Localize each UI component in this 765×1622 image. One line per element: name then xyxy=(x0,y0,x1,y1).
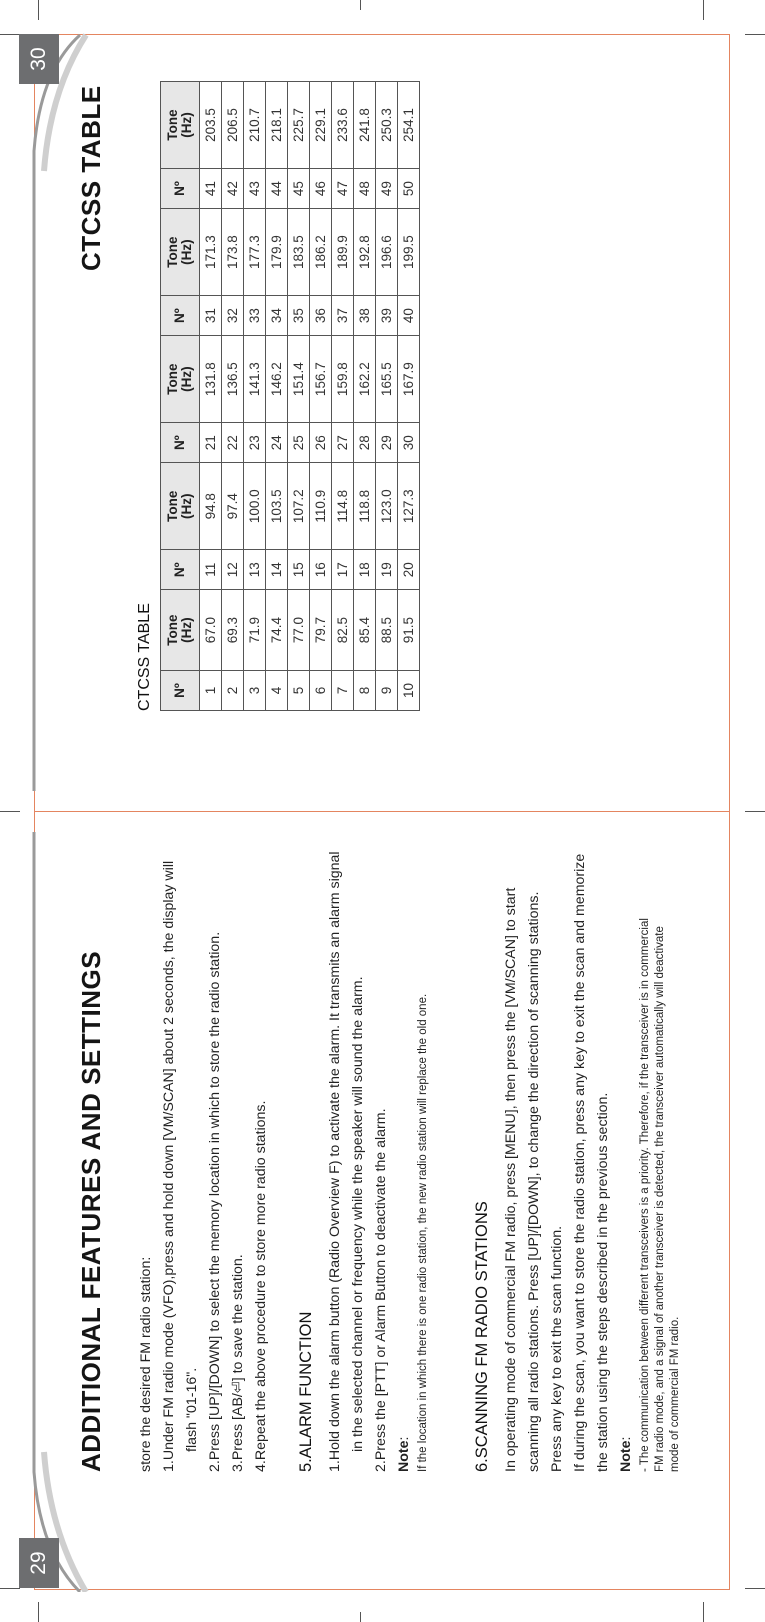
table-cell: 91.5 xyxy=(398,590,420,671)
table-header-cell: Tone (Hz) xyxy=(161,463,200,550)
table-cell: 36 xyxy=(310,296,332,336)
alarm-note-text: If the location in which there is one radio station, the new radio station will replace the old one. xyxy=(417,993,429,1472)
scanning-heading: 6.SCANNING FM RADIO STATIONS xyxy=(473,1201,491,1472)
table-cell: 85.4 xyxy=(354,590,376,671)
table-cell: 127.3 xyxy=(398,463,420,550)
table-cell: 49 xyxy=(376,169,398,209)
table-cell: 27 xyxy=(332,423,354,463)
table-cell: 21 xyxy=(200,423,222,463)
table-cell: 241.8 xyxy=(354,82,376,169)
scanning-note-label: Note: xyxy=(618,1436,634,1472)
table-cell: 13 xyxy=(244,550,266,590)
table-cell: 159.8 xyxy=(332,336,354,423)
alarm-line-3: 2.Press the [PTT] or Alarm Button to deactivate the alarm. xyxy=(373,1108,389,1472)
table-cell: 165.5 xyxy=(376,336,398,423)
scanning-line-5: the station using the steps described in the previous section. xyxy=(595,1092,611,1472)
table-cell: 38 xyxy=(354,296,376,336)
table-row xyxy=(376,82,398,711)
table-cell: 100.0 xyxy=(244,463,266,550)
table-row xyxy=(266,82,288,711)
table-cell: 151.4 xyxy=(288,336,310,423)
table-cell: 123.0 xyxy=(376,463,398,550)
step-1-cont: flash "01-16". xyxy=(184,1367,200,1452)
table-cell: 103.5 xyxy=(266,463,288,550)
step-4: 4.Repeat the above procedure to store more radio stations. xyxy=(253,1100,269,1472)
table-cell: 203.5 xyxy=(200,82,222,169)
table-cell: 254.1 xyxy=(398,82,420,169)
table-title: CTCSS TABLE xyxy=(136,603,153,711)
table-cell: 233.6 xyxy=(332,82,354,169)
page-number: 30 xyxy=(19,34,59,84)
table-cell: 162.2 xyxy=(354,336,376,423)
table-cell: 43 xyxy=(244,169,266,209)
scanning-line-3: Press any key to exit the scan function. xyxy=(549,1225,565,1472)
table-cell: 196.6 xyxy=(376,209,398,296)
table-cell: 79.7 xyxy=(310,590,332,671)
alarm-line-2: in the selected channel or frequency while the speaker will sound the alarm. xyxy=(350,976,366,1452)
table-cell: 31 xyxy=(200,296,222,336)
table-cell: 15 xyxy=(288,550,310,590)
table-cell: 9 xyxy=(376,670,398,710)
table-cell: 33 xyxy=(244,296,266,336)
alarm-heading: 5.ALARM FUNCTION xyxy=(297,1311,315,1472)
table-row xyxy=(310,82,332,711)
table-row xyxy=(222,82,244,711)
step-1: 1.Under FM radio mode (VFO),press and hold down [VM/SCAN] about 2 seconds, the display will xyxy=(161,860,177,1472)
table-cell: 44 xyxy=(266,169,288,209)
table-cell: 19 xyxy=(376,550,398,590)
step-2: 2.Press [UP]/[DOWN] to select the memory location in which to store the radio station. xyxy=(207,931,223,1472)
table-cell: 189.9 xyxy=(332,209,354,296)
scanning-note-1: - The communication between different transceivers is a priority. Therefore, if the transceiver is in commercial xyxy=(639,918,651,1472)
left-content xyxy=(135,851,683,1472)
table-cell: 131.8 xyxy=(200,336,222,423)
table-cell: 179.9 xyxy=(266,209,288,296)
table-cell: 16 xyxy=(310,550,332,590)
table-header-cell: Nº xyxy=(161,423,200,463)
table-cell: 136.5 xyxy=(222,336,244,423)
table-cell: 118.8 xyxy=(354,463,376,550)
table-cell: 71.9 xyxy=(244,590,266,671)
table-cell: 8 xyxy=(354,670,376,710)
table-cell: 4 xyxy=(266,670,288,710)
table-cell: 30 xyxy=(398,423,420,463)
table-cell: 32 xyxy=(222,296,244,336)
scanning-note-3: mode of commercial FM radio. xyxy=(669,1316,681,1472)
scanning-note-2: FM radio mode, and a signal of another transceiver is detected, the transceiver automatically will deactivate xyxy=(654,926,666,1472)
table-cell: 1 xyxy=(200,670,222,710)
table-cell: 146.2 xyxy=(266,336,288,423)
table-header-row xyxy=(161,82,200,711)
table-cell: 12 xyxy=(222,550,244,590)
scanning-line-4: If during the scan, you want to store the radio station, press any key to exit the scan and memorize xyxy=(572,853,588,1472)
table-cell: 218.1 xyxy=(266,82,288,169)
scanning-line-1: In operating mode of commercial FM radio, press [MENU], then press the [VM/SCAN] to start xyxy=(503,887,519,1472)
table-cell: 46 xyxy=(310,169,332,209)
table-cell: 250.3 xyxy=(376,82,398,169)
table-header-cell: Tone (Hz) xyxy=(161,82,200,169)
table-cell: 47 xyxy=(332,169,354,209)
table-cell: 18 xyxy=(354,550,376,590)
page-left xyxy=(0,811,765,1622)
table-cell: 107.2 xyxy=(288,463,310,550)
table-cell: 17 xyxy=(332,550,354,590)
table-header-cell: Tone (Hz) xyxy=(161,209,200,296)
table-cell: 173.8 xyxy=(222,209,244,296)
table-header-cell: Nº xyxy=(161,550,200,590)
table-cell: 186.2 xyxy=(310,209,332,296)
alarm-note-label: Note: xyxy=(396,1436,412,1472)
table-cell: 183.5 xyxy=(288,209,310,296)
table-cell: 37 xyxy=(332,296,354,336)
table-cell: 24 xyxy=(266,423,288,463)
table-cell: 114.8 xyxy=(332,463,354,550)
page-title: CTCSS TABLE xyxy=(76,85,106,271)
table-row xyxy=(332,82,354,711)
table-cell: 88.5 xyxy=(376,590,398,671)
table-cell: 20 xyxy=(398,550,420,590)
table-cell: 29 xyxy=(376,423,398,463)
table-cell: 2 xyxy=(222,670,244,710)
table-cell: 206.5 xyxy=(222,82,244,169)
step-3: 3.Press [AB/⏎] to save the station. xyxy=(230,1254,246,1472)
table-row xyxy=(288,82,310,711)
page-number: 29 xyxy=(19,1538,59,1588)
table-cell: 210.7 xyxy=(244,82,266,169)
table-cell: 3 xyxy=(244,670,266,710)
page-title: ADDITIONAL FEATURES AND SETTINGS xyxy=(76,950,106,1472)
table-cell: 229.1 xyxy=(310,82,332,169)
table-cell: 5 xyxy=(288,670,310,710)
table-cell: 171.3 xyxy=(200,209,222,296)
table-cell: 28 xyxy=(354,423,376,463)
table-cell: 225.7 xyxy=(288,82,310,169)
table-cell: 11 xyxy=(200,550,222,590)
table-cell: 141.3 xyxy=(244,336,266,423)
table-cell: 74.4 xyxy=(266,590,288,671)
table-cell: 67.0 xyxy=(200,590,222,671)
table-header-cell: Nº xyxy=(161,169,200,209)
table-cell: 10 xyxy=(398,670,420,710)
table-cell: 167.9 xyxy=(398,336,420,423)
intro-text: store the desired FM radio station: xyxy=(138,1256,154,1472)
table-cell: 48 xyxy=(354,169,376,209)
table-cell: 110.9 xyxy=(310,463,332,550)
table-cell: 35 xyxy=(288,296,310,336)
table-body xyxy=(200,82,420,711)
table-cell: 82.5 xyxy=(332,590,354,671)
scanning-line-2: scanning all radio stations. Press [UP]/[DOWN], to change the direction of scanning stations. xyxy=(526,891,542,1472)
table-cell: 22 xyxy=(222,423,244,463)
table-header-cell: Tone (Hz) xyxy=(161,336,200,423)
table-cell: 23 xyxy=(244,423,266,463)
table-cell: 192.8 xyxy=(354,209,376,296)
table-cell: 77.0 xyxy=(288,590,310,671)
table-cell: 97.4 xyxy=(222,463,244,550)
table-cell: 34 xyxy=(266,296,288,336)
table-cell: 25 xyxy=(288,423,310,463)
table-cell: 7 xyxy=(332,670,354,710)
table-cell: 45 xyxy=(288,169,310,209)
table-cell: 156.7 xyxy=(310,336,332,423)
table-header-cell: Nº xyxy=(161,670,200,710)
table-cell: 39 xyxy=(376,296,398,336)
ctcss-table xyxy=(160,81,420,711)
table-row xyxy=(354,82,376,711)
table-row xyxy=(398,82,420,711)
table-cell: 6 xyxy=(310,670,332,710)
table-cell: 40 xyxy=(398,296,420,336)
table-cell: 177.3 xyxy=(244,209,266,296)
table-cell: 26 xyxy=(310,423,332,463)
table-cell: 69.3 xyxy=(222,590,244,671)
table-header-cell: Tone (Hz) xyxy=(161,590,200,671)
alarm-line-1: 1.Hold down the alarm button (Radio Overview F) to activate the alarm. It transmits an alarm signal xyxy=(327,851,343,1472)
table-row xyxy=(200,82,222,711)
table-cell: 199.5 xyxy=(398,209,420,296)
table-cell: 50 xyxy=(398,169,420,209)
table-cell: 41 xyxy=(200,169,222,209)
table-row xyxy=(244,82,266,711)
table-header-cell: Nº xyxy=(161,296,200,336)
table-cell: 94.8 xyxy=(200,463,222,550)
table-cell: 42 xyxy=(222,169,244,209)
table-cell: 14 xyxy=(266,550,288,590)
